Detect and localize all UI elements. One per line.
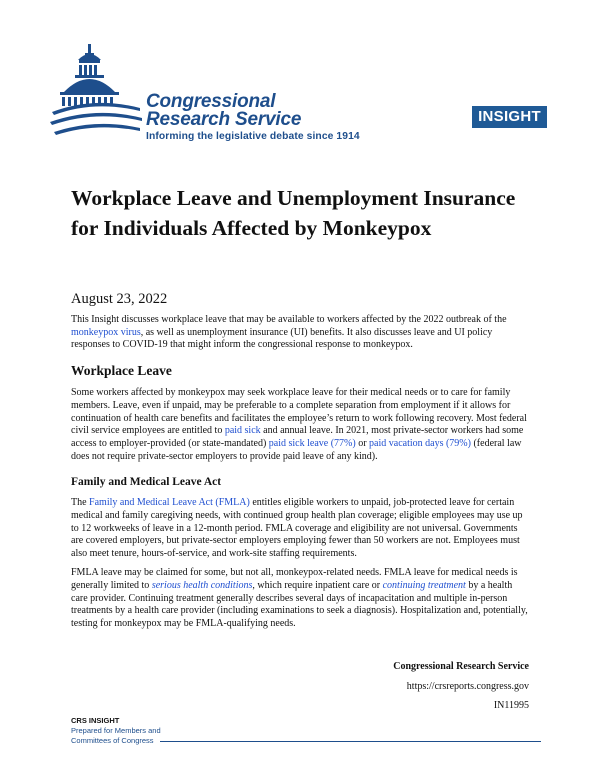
text-run: , which require inpatient care or [252,580,383,592]
signature-block [393,660,529,719]
link-paid-sick[interactable]: paid sick [224,425,261,437]
link-serious-health-conditions[interactable]: serious health conditions [151,580,253,592]
logo-tagline: Informing the legislative debate since 1914 [146,131,360,142]
text-run: The [71,497,90,509]
link-paid-vacation-days[interactable]: paid vacation days (79%) [369,437,471,449]
logo-name-line2: Research Service [146,109,302,130]
footer-line1: Prepared for Members and [71,726,161,735]
capitol-dome-icon [48,44,144,144]
footer-line2: Committees of Congress [71,736,154,745]
subsection-heading-fmla: Family and Medical Leave Act [71,476,222,489]
text-run: by a health care provider. Continuing treatment generally describes several days of incapacitation and multiple in-person treatments by a health care provider (including examinations to seek a diagnosis). Hospitalization and, potentially, testing for monkeypox may be FMLA-qualifying needs. [71,580,528,630]
fmla-paragraph-1 [71,497,531,561]
page-title: Workplace Leave and Unemployment Insurance for Individuals Affected by Monkeypox [71,186,516,240]
link-monkeypox-virus[interactable]: monkeypox virus [71,326,141,338]
signature-org: Congressional Research Service [393,661,529,672]
section-heading-workplace-leave: Workplace Leave [71,363,172,379]
signature-url: https://crsreports.congress.gov [406,680,529,692]
text-run: or [355,437,370,449]
logo-name-line1: Congressional [146,91,276,112]
fmla-paragraph-2 [71,567,531,631]
text-run: (federal law does not require private-sector employers to provide paid leave of any kind). [71,437,522,462]
workplace-leave-paragraph [71,387,531,463]
text-run: , as well as unemployment insurance (UI) benefits. It also discusses leave and UI policy responses to COVID-19 that might inform the congressional response to monkeypox. [71,326,493,351]
text-run: This Insight discusses workplace leave that may be available to workers affected by the 2022 outbreak of the [71,314,507,325]
footer [71,716,161,746]
footer-divider [160,741,541,742]
text-run: Some workers affected by monkeypox may seek workplace leave for their medical needs or to care for family members. Leave, even if unpaid, may be preferable to a complete separation from employment if it allows for continuation of health care benefits and facilitates the employee’s return to work following recovery. Most federal civil service employees are entitled to [71,387,527,437]
publication-date: August 23, 2022 [71,291,168,307]
intro-paragraph [71,314,531,352]
text-run: entitles eligible workers to unpaid, job-protected leave for certain medical and family caregiving needs, with continued group health plan coverage; eligible employees may use up to 12 workweeks of leave in a 12-month period. FMLA coverage and eligibility are not universal. Governments are covered employers, but private-sector employers employing fewer than 50 workers are not. Employees must also meet tenure, hours-of-service, and work-site staffing requirements. [71,497,523,560]
insight-badge: INSIGHT [472,106,547,128]
footer-label: CRS INSIGHT [71,716,120,725]
report-id: IN11995 [493,700,529,711]
link-paid-sick-leave[interactable]: paid sick leave (77%) [268,437,356,449]
text-run: FMLA leave may be claimed for some, but not all, monkeypox-related needs. FMLA leave for medical needs is generally limited to [71,567,518,592]
text-run: and annual leave. In 2021, most private-sector workers had some access to employer-provided (or state-mandated) [71,425,524,449]
document-body [71,314,531,637]
crs-logo [48,44,378,144]
link-fmla[interactable]: Family and Medical Leave Act (FMLA) [89,497,250,509]
link-continuing-treatment[interactable]: continuing treatment [382,580,466,592]
